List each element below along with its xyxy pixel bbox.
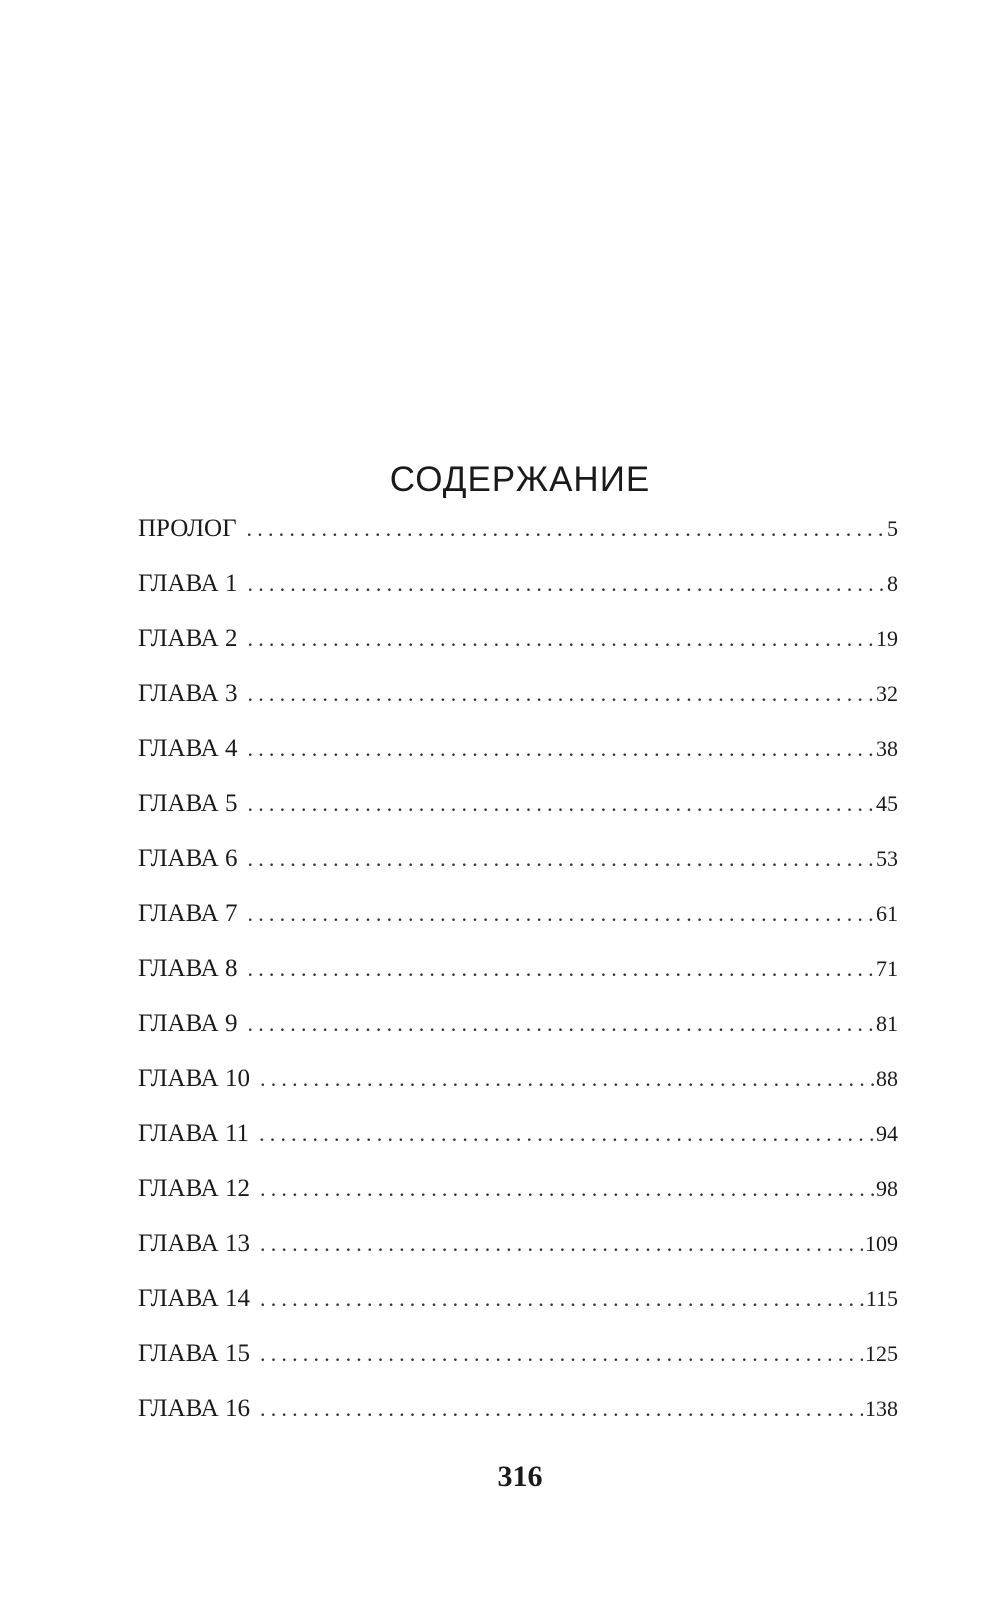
toc-dot-leader xyxy=(259,1119,874,1149)
toc-entry-page: 138 xyxy=(865,1396,898,1421)
toc-entry xyxy=(138,1339,898,1394)
toc-dot-leader xyxy=(260,1394,863,1424)
toc-dot-leader xyxy=(248,734,875,764)
toc-entry-page: 45 xyxy=(876,791,898,816)
toc-title: СОДЕРЖАНИЕ xyxy=(389,460,651,500)
toc-entry-page: 125 xyxy=(865,1341,898,1366)
toc-entry-page: 38 xyxy=(876,736,898,761)
toc-entry-label: ГЛАВА 7 xyxy=(138,900,238,927)
toc-dot-leader xyxy=(248,789,875,819)
toc-entry-page: 32 xyxy=(876,681,898,706)
toc-entry-label: ГЛАВА 10 xyxy=(138,1065,250,1092)
toc-entry xyxy=(138,1284,898,1339)
toc-entry-page: 53 xyxy=(876,846,898,871)
toc-list xyxy=(138,514,898,1449)
toc-dot-leader xyxy=(248,1009,875,1039)
toc-entry-page: 5 xyxy=(887,516,898,541)
toc-entry-label: ГЛАВА 13 xyxy=(138,1230,250,1257)
toc-entry xyxy=(138,954,898,1009)
toc-entry-label: ГЛАВА 3 xyxy=(138,680,238,707)
toc-dot-leader xyxy=(260,1229,863,1259)
toc-entry-page: 88 xyxy=(876,1066,898,1091)
toc-entry-label: ГЛАВА 6 xyxy=(138,845,238,872)
toc-entry-label: ГЛАВА 14 xyxy=(138,1285,250,1312)
toc-entry-label: ГЛАВА 16 xyxy=(138,1395,250,1422)
toc-entry-label: ГЛАВА 1 xyxy=(138,570,238,597)
toc-entry-label: ГЛАВА 15 xyxy=(138,1340,250,1367)
toc-entry-page: 94 xyxy=(876,1121,898,1146)
toc-dot-leader xyxy=(248,954,875,984)
toc-entry-label: ГЛАВА 11 xyxy=(138,1120,250,1147)
toc-dot-leader xyxy=(248,899,875,929)
toc-entry xyxy=(138,734,898,789)
toc-entry xyxy=(138,624,898,679)
toc-dot-leader xyxy=(248,569,886,599)
toc-entry-label: ГЛАВА 2 xyxy=(138,625,238,652)
toc-entry-label: ГЛАВА 12 xyxy=(138,1175,250,1202)
toc-dot-leader xyxy=(248,844,875,874)
toc-entry-page: 71 xyxy=(876,956,898,981)
toc-entry xyxy=(138,1119,898,1174)
toc-entry-page: 19 xyxy=(876,626,898,651)
toc-dot-leader xyxy=(248,624,875,654)
toc-entry xyxy=(138,899,898,954)
toc-entry-page: 115 xyxy=(865,1286,898,1311)
toc-entry-page: 109 xyxy=(865,1231,898,1256)
toc-entry-page: 81 xyxy=(876,1011,898,1036)
toc-dot-leader xyxy=(260,1284,864,1314)
page-number: 316 xyxy=(497,1460,543,1493)
toc-entry xyxy=(138,1229,898,1284)
toc-entry-page: 8 xyxy=(887,571,898,596)
toc-entry xyxy=(138,679,898,734)
toc-entry xyxy=(138,1009,898,1064)
toc-entry xyxy=(138,1174,898,1229)
toc-entry-page: 98 xyxy=(876,1176,898,1201)
toc-entry-label: ГЛАВА 9 xyxy=(138,1010,238,1037)
toc-entry xyxy=(138,569,898,624)
toc-entry-page: 61 xyxy=(876,901,898,926)
toc-entry xyxy=(138,1064,898,1119)
toc-dot-leader xyxy=(260,1064,874,1094)
toc-entry xyxy=(138,514,898,569)
toc-dot-leader xyxy=(260,1174,874,1204)
toc-dot-leader xyxy=(260,1339,863,1369)
toc-entry-label: ПРОЛОГ xyxy=(138,515,237,542)
toc-entry xyxy=(138,844,898,899)
toc-entry xyxy=(138,1394,898,1449)
toc-dot-leader xyxy=(248,679,875,709)
toc-entry-label: ГЛАВА 8 xyxy=(138,955,238,982)
toc-entry-label: ГЛАВА 5 xyxy=(138,790,238,817)
toc-entry xyxy=(138,789,898,844)
toc-dot-leader xyxy=(247,514,885,544)
toc-entry-label: ГЛАВА 4 xyxy=(138,735,238,762)
